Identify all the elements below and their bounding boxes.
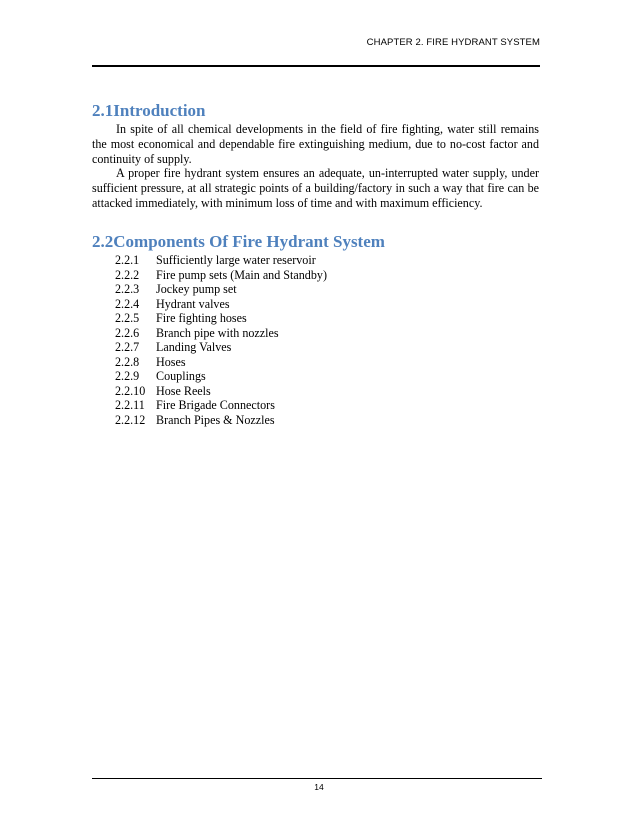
list-item-number: 2.2.3 <box>115 282 140 296</box>
running-header-title: CHAPTER 2. FIRE HYDRANT SYSTEM <box>366 37 540 48</box>
list-item-text: Landing Valves <box>156 340 232 354</box>
list-item-number: 2.2.8 <box>115 354 140 369</box>
list-item <box>115 268 327 283</box>
list-item <box>115 253 327 268</box>
list-item <box>115 369 327 384</box>
section-heading-introduction <box>92 101 206 121</box>
list-item-text: Fire Brigade Connectors <box>156 398 275 412</box>
introduction-paragraph-2: A proper fire hydrant system ensures an adequate, un-interrupted water supply, under sufficient pressure, at all strategic points of a building/factory in such a way that fire can be attacked immediately, with minimum loss of time and with maximum efficiency. <box>92 166 539 211</box>
list-item-number: 2.2.12 <box>115 412 146 427</box>
list-item-number: 2.2.1 <box>115 253 140 267</box>
footer-rule <box>92 778 542 779</box>
list-item-number: 2.2.11 <box>115 398 145 412</box>
list-item-text: Hoses <box>156 354 186 369</box>
section-title: Introduction <box>113 101 206 120</box>
list-item-number: 2.2.2 <box>115 267 140 282</box>
list-item <box>115 340 327 355</box>
list-item <box>115 311 327 326</box>
list-item <box>115 297 327 312</box>
section-heading-components <box>92 232 385 252</box>
list-item-text: Hydrant valves <box>156 296 230 311</box>
list-item-text: Sufficiently large water reservoir <box>156 253 316 267</box>
page-number: 14 <box>314 782 324 792</box>
list-item <box>115 326 327 341</box>
list-item-number: 2.2.7 <box>115 340 140 354</box>
components-list <box>115 253 327 427</box>
list-item <box>115 398 327 413</box>
section-number: 2.2 <box>92 232 114 251</box>
introduction-paragraph-1: In spite of all chemical developments in the field of fire fighting, water still remains the most economical and dependable fire extinguishing medium, due to no-cost factor and continuity of supply. <box>92 122 539 167</box>
list-item <box>115 384 327 399</box>
list-item-text: Fire fighting hoses <box>156 311 247 325</box>
list-item-number: 2.2.9 <box>115 369 140 383</box>
list-item-text: Couplings <box>156 369 206 383</box>
list-item-text: Jockey pump set <box>156 282 237 296</box>
header-rule <box>92 65 540 67</box>
list-item-text: Branch pipe with nozzles <box>156 325 279 340</box>
list-item-number: 2.2.10 <box>115 383 146 398</box>
section-title: Components Of Fire Hydrant System <box>113 232 385 251</box>
section-number: 2.1 <box>92 101 114 120</box>
list-item-number: 2.2.5 <box>115 311 140 325</box>
list-item-text: Hose Reels <box>156 383 211 398</box>
list-item-number: 2.2.6 <box>115 325 140 340</box>
list-item <box>115 282 327 297</box>
list-item-number: 2.2.4 <box>115 296 140 311</box>
list-item-text: Fire pump sets (Main and Standby) <box>156 267 327 282</box>
list-item-text: Branch Pipes & Nozzles <box>156 412 275 427</box>
list-item <box>115 355 327 370</box>
list-item <box>115 413 327 428</box>
